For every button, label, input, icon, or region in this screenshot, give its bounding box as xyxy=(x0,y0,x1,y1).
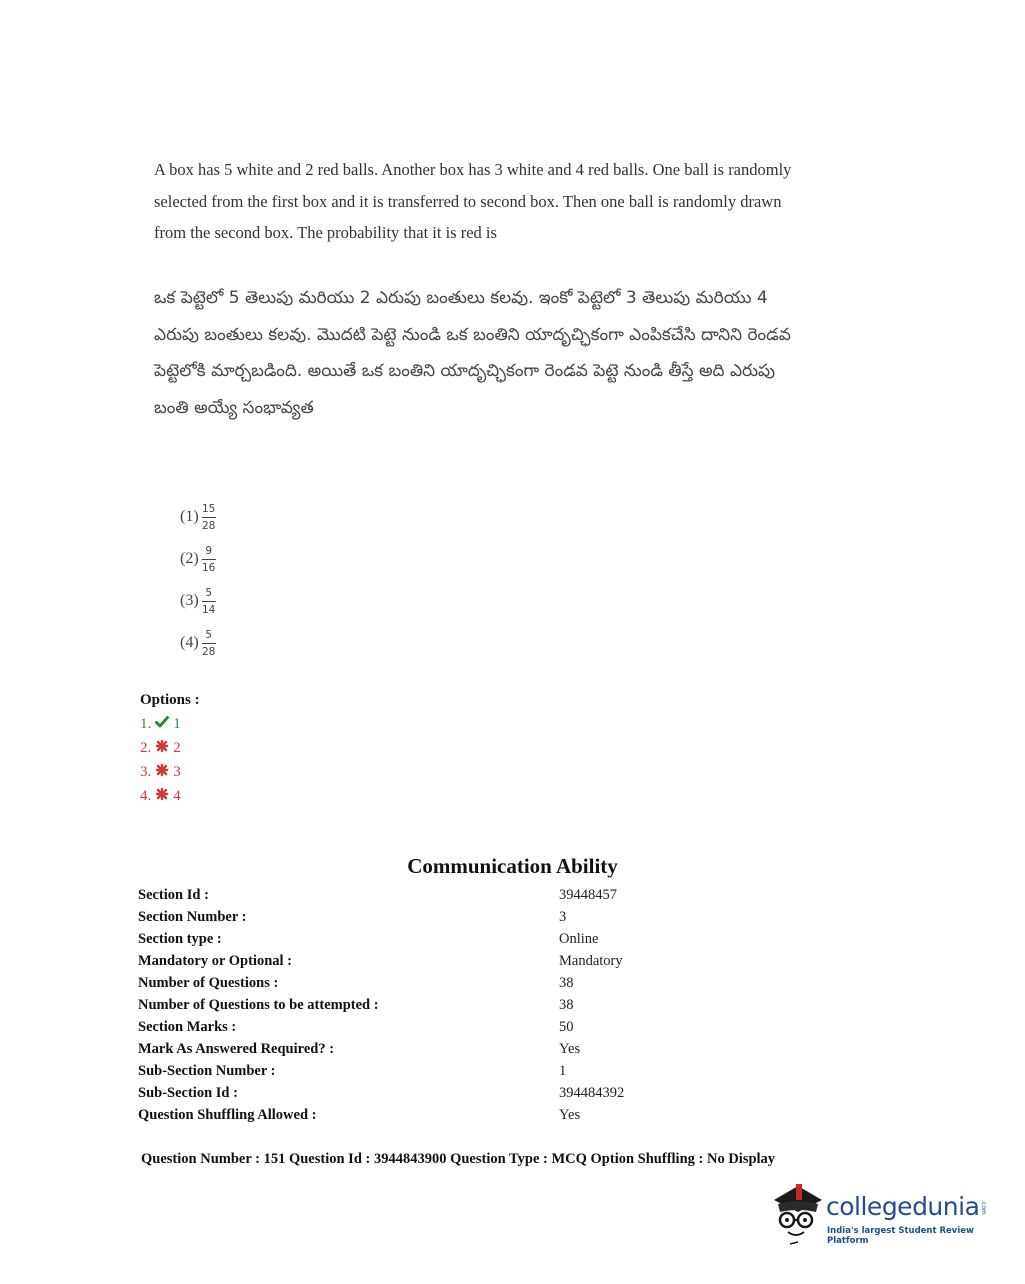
row-value: Mandatory xyxy=(559,953,623,969)
row-value: Yes xyxy=(559,1107,581,1123)
row-label: Section Number : xyxy=(138,909,247,925)
row-value: 38 xyxy=(559,997,574,1013)
question-text-english: A box has 5 white and 2 red balls. Another box has 3 white and 4 red balls. One ball is randomly selected from the first box and it is transferred to second box. Then one ball is randomly drawn from the second box. The probability that it is red is xyxy=(154,160,792,242)
brand-suffix: .com xyxy=(980,1200,987,1215)
table-row xyxy=(138,1060,624,1082)
denominator: 14 xyxy=(201,603,216,616)
denominator: 28 xyxy=(201,519,216,532)
choice-number: (4) xyxy=(180,634,199,651)
row-label: Number of Questions : xyxy=(138,975,279,991)
choice-number: (3) xyxy=(180,592,199,609)
options-title: Options : xyxy=(140,692,200,708)
fraction xyxy=(202,545,216,574)
fraction xyxy=(202,503,216,532)
section-details-table xyxy=(138,884,624,1126)
option-value: 3 xyxy=(173,764,181,780)
denominator: 28 xyxy=(201,645,216,658)
choice-1 xyxy=(180,496,216,538)
choice-number: (2) xyxy=(180,550,199,567)
option-index: 3. xyxy=(140,764,152,780)
table-row xyxy=(138,972,624,994)
table-row xyxy=(138,994,624,1016)
choice-2 xyxy=(180,538,216,580)
table-row xyxy=(138,1016,624,1038)
brand-tagline: India's largest Student Review Platform xyxy=(827,1226,974,1246)
row-label: Section Id : xyxy=(138,887,209,903)
section-title: Communication Ability xyxy=(407,854,618,878)
row-label: Sub-Section Id : xyxy=(138,1085,238,1101)
row-label: Sub-Section Number : xyxy=(138,1063,276,1079)
collegedunia-logo xyxy=(768,1178,998,1248)
row-label: Number of Questions to be attempted : xyxy=(138,997,379,1013)
table-row xyxy=(138,884,624,906)
option-index: 1. xyxy=(140,716,152,732)
row-value: 394484392 xyxy=(559,1085,625,1101)
cross-icon xyxy=(155,787,169,801)
table-row xyxy=(138,906,624,928)
options-list xyxy=(140,688,200,808)
option-1 xyxy=(140,712,200,736)
table-row xyxy=(138,950,624,972)
option-value: 1 xyxy=(173,716,181,732)
row-label: Section Marks : xyxy=(138,1019,237,1035)
fraction xyxy=(202,587,216,616)
cross-icon xyxy=(155,739,169,753)
row-label: Mark As Answered Required? : xyxy=(138,1041,335,1057)
option-4 xyxy=(140,784,200,808)
row-value: 39448457 xyxy=(559,887,617,903)
choice-4 xyxy=(180,622,216,664)
choice-3 xyxy=(180,580,216,622)
row-label: Section type : xyxy=(138,931,222,947)
numerator: 5 xyxy=(205,628,212,641)
mascot-icon xyxy=(768,1178,826,1248)
denominator: 16 xyxy=(201,561,216,574)
table-row xyxy=(138,928,624,950)
numerator: 9 xyxy=(205,544,212,557)
row-value: Online xyxy=(559,931,599,947)
table-row xyxy=(138,1082,624,1104)
option-3 xyxy=(140,760,200,784)
answer-choices xyxy=(180,496,216,664)
table-row xyxy=(138,1104,624,1126)
cross-icon xyxy=(155,763,169,777)
row-value: 50 xyxy=(559,1019,574,1035)
question-text-telugu: ఒక పెట్టెలో 5 తెలుపు మరియు 2 ఎరుపు బంతులు కలవు. ఇంకో పెట్టెలో 3 తెలుపు మరియు 4 ఎరుపు బంతులు కలవు. మొదటి పెట్టె నుండి ఒక బంతిని యాదృచ్ఛికంగా ఎంపికచేసి దానిని రెండవ పెట్టెలోకి మార్చబడింది. అయితే ఒక బంతిని యాదృచ్ఛికంగా రెండవ పెట్టె నుండి తీస్తే అది ఎరుపు బంతి అయ్యే సంభావ్యత xyxy=(154,288,791,418)
question-info-line: Question Number : 151 Question Id : 3944843900 Question Type : MCQ Option Shuffling : No Display xyxy=(141,1151,776,1167)
row-value: 3 xyxy=(559,909,567,925)
fraction xyxy=(202,629,216,658)
row-value: 1 xyxy=(559,1063,567,1079)
row-value: Yes xyxy=(559,1041,581,1057)
option-value: 2 xyxy=(173,740,181,756)
option-2 xyxy=(140,736,200,760)
option-index: 4. xyxy=(140,788,152,804)
table-row xyxy=(138,1038,624,1060)
option-index: 2. xyxy=(140,740,152,756)
numerator: 15 xyxy=(201,502,216,515)
row-label: Mandatory or Optional : xyxy=(138,953,292,969)
choice-number: (1) xyxy=(180,508,199,525)
option-value: 4 xyxy=(173,788,181,804)
brand-name: collegedunia xyxy=(826,1192,980,1221)
row-label: Question Shuffling Allowed : xyxy=(138,1107,317,1123)
row-value: 38 xyxy=(559,975,574,991)
check-icon xyxy=(155,715,169,729)
numerator: 5 xyxy=(205,586,212,599)
